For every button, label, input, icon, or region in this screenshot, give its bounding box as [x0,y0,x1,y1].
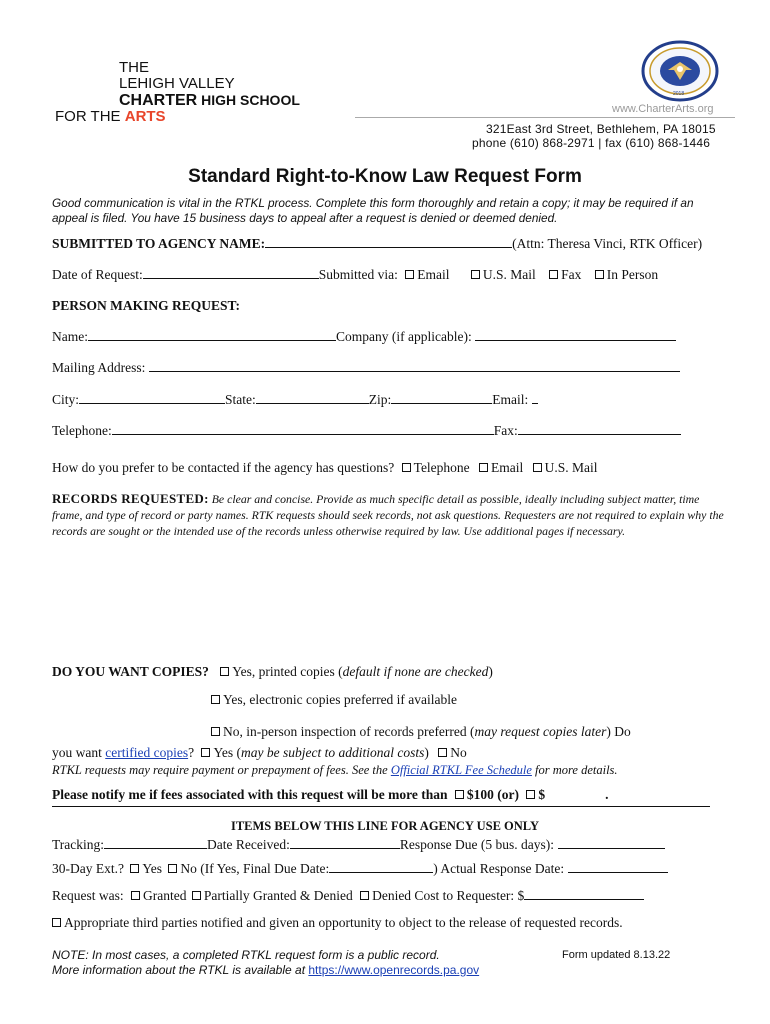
state-label: State: [225,392,256,407]
logo-charter: CHARTER [119,92,198,109]
certified-yes-option[interactable]: Yes (may be subject to additional costs) [201,745,428,760]
agency-attn: (Attn: Theresa Vinci, RTK Officer) [512,236,703,251]
third-party-option[interactable]: Appropriate third parties notified and given an opportunity to object to the release of requested records. [52,915,623,931]
logo-line-3 [55,92,300,109]
telephone-field[interactable] [112,423,494,435]
copies-electronic-checkbox[interactable] [211,695,220,704]
copies-row-1 [52,664,493,680]
agency-divider [52,806,710,807]
via-label: Submitted via: [318,267,398,282]
form-updated-text: Form updated 8.13.22 [562,949,671,961]
via-fax-checkbox[interactable] [549,270,558,279]
telephone-label: Telephone: [52,423,112,438]
certified-row: you want certified copies? Yes (may be subject to additional costs) No [52,745,467,760]
email-field[interactable] [532,392,538,404]
via-mail-checkbox[interactable] [471,270,480,279]
request-status-row: Request was: Granted Partially Granted & Denied Denied Cost to Requester: $ [52,888,644,904]
tracking-row: Tracking: Date Received: Response Due (5 bus. days): [52,837,665,853]
certified-copies-link[interactable]: certified copies [105,745,189,760]
address-text: 321East 3rd Street, Bethlehem, PA 18015 [486,122,716,136]
denied-option[interactable]: Denied Cost to Requester: $ [360,888,524,903]
granted-checkbox[interactable] [131,891,140,900]
website-text: www.CharterArts.org [612,103,714,115]
zip-field[interactable] [391,392,492,404]
intro-text: Good communication is vital in the RTKL process. Complete this form thoroughly and retain a copy; it may be required if an appeal is filed. You have 15 business days to appeal after a request is denied or deemed denied. [52,196,694,225]
fee-note: RTKL requests may require payment or prepayment of fees. See the Official RTKL Fee Schedule for more details. [52,763,618,777]
header-divider [355,117,735,118]
cost-field[interactable] [524,888,644,900]
telephone-row [52,423,681,439]
name-field[interactable] [88,329,336,341]
logo-for-the: FOR THE [55,108,125,125]
via-in-person-option[interactable]: In Person [595,267,658,282]
contact-telephone-option[interactable]: Telephone [402,460,470,475]
contact-email-checkbox[interactable] [479,463,488,472]
copies-printed-checkbox[interactable] [220,667,229,676]
partial-option[interactable]: Partially Granted & Denied [192,888,353,903]
logo-high-school: HIGH SCHOOL [197,92,300,108]
via-mail-option[interactable]: U.S. Mail [471,267,536,282]
records-instructions: Be clear and concise. Provide as much specific detail as possible, ideally including subject matter, time frame, and type of record or party names. RTK requests should seek records, not ask questions. Requesters are not required to explain why the records are sought or the intended use of the records unless otherwise required by law. Use additional pages if necessary. [52,492,724,538]
mailing-field[interactable] [149,360,680,372]
copies-inspection-option[interactable]: No, in-person inspection of records preferred (may request copies later) Do [211,724,631,740]
contact-row [52,460,598,476]
logo-line-1: THE [119,59,149,76]
copies-printed-option[interactable]: Yes, printed copies (default if none are checked) [220,664,493,679]
page-title: Standard Right-to-Know Law Request Form [188,166,582,187]
city-field[interactable] [79,392,225,404]
copies-inspection-checkbox[interactable] [211,727,220,736]
agency-label: SUBMITTED TO AGENCY NAME: [52,236,266,251]
contact-telephone-checkbox[interactable] [402,463,411,472]
certified-no-option[interactable]: No [438,745,467,760]
notify-row: Please notify me if fees associated with this request will be more than $100 (or) $ . [52,787,609,802]
city-row [52,392,538,408]
mailing-label: Mailing Address: [52,360,146,375]
via-email-checkbox[interactable] [405,270,414,279]
certified-yes-checkbox[interactable] [201,748,210,757]
contact-mail-option[interactable]: U.S. Mail [533,460,598,475]
openrecords-link[interactable]: https://www.openrecords.pa.gov [308,963,480,977]
notify-text: Please notify me if fees associated with this request will be more than [52,787,448,802]
extension-no-option[interactable]: No (If Yes, Final Due Date: [168,861,329,876]
certified-no-checkbox[interactable] [438,748,447,757]
tracking-field[interactable] [104,837,207,849]
notify-amount-field[interactable] [549,788,605,799]
contact-question: How do you prefer to be contacted if the agency has questions? [52,460,395,475]
extension-row: 30-Day Ext.? Yes No (If Yes, Final Due Date: ) Actual Response Date: [52,861,668,877]
via-fax-option[interactable]: Fax [549,267,581,282]
final-due-date-field[interactable] [329,861,433,873]
logo-arts: ARTS [124,108,166,125]
fee-schedule-link[interactable]: Official RTKL Fee Schedule [390,763,532,777]
records-label: RECORDS REQUESTED: [52,491,209,506]
seal-year: 2018 [673,91,685,97]
granted-option[interactable]: Granted [131,888,186,903]
school-logo [55,60,300,125]
extension-yes-option[interactable]: Yes [130,861,162,876]
person-heading: PERSON MAKING REQUEST: [52,298,241,313]
actual-response-date-field[interactable] [568,861,668,873]
agency-name-field[interactable] [265,236,512,248]
copies-electronic-option[interactable]: Yes, electronic copies preferred if available [211,692,457,708]
extension-yes-checkbox[interactable] [130,864,139,873]
logo-line-4 [55,109,300,125]
date-row [52,267,658,283]
city-label: City: [52,392,80,407]
blue-ribbon-seal-icon [640,40,720,102]
contact-mail-checkbox[interactable] [533,463,542,472]
zip-label: Zip: [368,392,392,407]
name-label: Name: [52,329,88,344]
email-label: Email: [492,392,529,407]
fax-field[interactable] [518,423,681,435]
name-row [52,329,676,345]
via-in-person-checkbox[interactable] [595,270,604,279]
state-field[interactable] [256,392,369,404]
date-label: Date of Request: [52,267,143,282]
company-label: Company (if applicable): [336,329,472,344]
notify-custom-option[interactable]: $ [526,787,545,802]
partial-checkbox[interactable] [192,891,201,900]
date-field[interactable] [143,267,319,279]
phone-fax-text: phone (610) 868-2971 | fax (610) 868-1446 [472,136,711,150]
contact-email-option[interactable]: Email [479,460,523,475]
fax-label: Fax: [493,423,518,438]
agency-row [52,236,702,252]
footer-note: NOTE: In most cases, a completed RTKL request form is a public record. More information about the RTKL is available at https://www.openrecords.pa.gov [52,948,480,977]
notify-100-option[interactable]: $100 (or) [455,787,519,802]
mailing-row [52,360,680,376]
records-input-area[interactable] [52,560,724,656]
date-received-field[interactable] [290,837,400,849]
copies-label: DO YOU WANT COPIES? [52,664,209,679]
company-field[interactable] [475,329,676,341]
agency-use-heading: ITEMS BELOW THIS LINE FOR AGENCY USE ONLY [230,819,540,833]
extension-no-checkbox[interactable] [168,864,177,873]
third-party-checkbox[interactable] [52,918,61,927]
logo-line-2: LEHIGH VALLEY [119,75,235,92]
via-email-option[interactable]: Email [405,267,449,282]
records-section [52,491,724,539]
notify-custom-checkbox[interactable] [526,790,535,799]
response-due-field[interactable] [558,837,665,849]
denied-checkbox[interactable] [360,891,369,900]
notify-100-checkbox[interactable] [455,790,464,799]
